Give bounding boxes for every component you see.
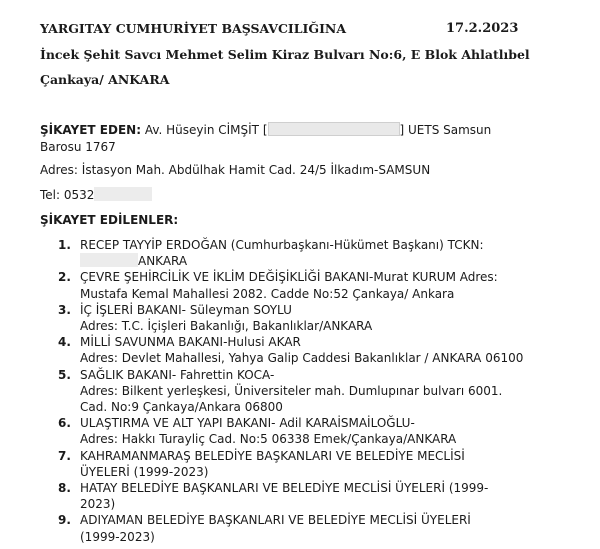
- item-line: (1999-2023): [80, 529, 155, 544]
- item-line: Adres: T.C. İçişleri Bakanlığı, Bakanlıklar/ANKARA: [80, 319, 373, 334]
- item-number: 8.: [58, 481, 71, 496]
- item-line: Cad. No:9 Çankaya/Ankara 06800: [80, 400, 283, 415]
- complainant-line: [40, 122, 580, 139]
- list-item: [40, 512, 560, 544]
- item-line: HATAY BELEDİYE BAŞKANLARI VE BELEDİYE MECLİSİ ÜYELERİ (1999-: [80, 481, 489, 496]
- item-number: 1.: [58, 238, 71, 252]
- list-item: [40, 480, 560, 512]
- redacted-id: [268, 122, 400, 136]
- list-item: [40, 269, 560, 301]
- complainant-name: Av. Hüseyin CİMŞİT [: [144, 123, 268, 137]
- item-number: 4.: [58, 335, 71, 350]
- item-line: ÜYELERİ (1999-2023): [80, 464, 209, 479]
- item-line: MİLLİ SAVUNMA BAKANI-Hulusi AKAR: [80, 335, 301, 350]
- document-date: 17.2.2023: [446, 21, 519, 36]
- item-line: RECEP TAYYİP ERDOĞAN (Cumhurbaşkanı-Hükümet Başkanı) TCKN:: [80, 238, 484, 252]
- item-number: 6.: [58, 416, 71, 431]
- item-line: 2023): [80, 497, 116, 512]
- redacted-tckn: [80, 253, 138, 267]
- recipient-heading: YARGITAY CUMHURİYET BAŞSAVCILIĞINA: [40, 21, 347, 36]
- respondents-heading: ŞİKAYET EDİLENLER:: [40, 213, 179, 227]
- list-item: [40, 415, 560, 447]
- complainant-address: Adres: İstasyon Mah. Abdülhak Hamit Cad. 24/5 İlkadım-SAMSUN: [40, 163, 431, 177]
- item-number: 3.: [58, 302, 71, 317]
- complainant-bar: Barosu 1767: [40, 140, 116, 154]
- complainant-uets: ] UETS Samsun: [399, 123, 492, 137]
- respondents-list: [40, 237, 560, 545]
- item-line: KAHRAMANMARAŞ BELEDİYE BAŞKANLARI VE BELEDİYE MECLİSİ: [80, 448, 465, 463]
- complainant-block: [40, 122, 580, 156]
- item-line: Adres: Hakkı Turayliç Cad. No:5 06338 Emek/Çankaya/ANKARA: [80, 432, 457, 447]
- item-text: ANKARA: [138, 254, 188, 269]
- list-item: [40, 302, 560, 334]
- redacted-phone: [94, 187, 152, 201]
- item-number: 5.: [58, 367, 71, 382]
- item-line: Mustafa Kemal Mahallesi 2082. Cadde No:52 Çankaya/ Ankara: [80, 286, 455, 301]
- item-line: ULAŞTIRMA VE ALT YAPI BAKANI- Adil KARAİSMAİLOĞLU-: [80, 416, 415, 431]
- item-line: ADIYAMAN BELEDİYE BAŞKANLARI VE BELEDİYE MECLİSİ ÜYELERİ: [80, 513, 471, 528]
- complainant-label: ŞİKAYET EDEN:: [40, 123, 141, 137]
- item-number: 9.: [58, 513, 71, 528]
- item-line: Adres: Bilkent yerleşkesi, Üniversiteler mah. Dumlupınar bulvarı 6001.: [80, 383, 503, 398]
- item-number: 2.: [58, 270, 71, 285]
- complainant-tel-line: [40, 187, 580, 204]
- list-item: [40, 367, 560, 416]
- item-line: ÇEVRE ŞEHİRCİLİK VE İKLİM DEĞİŞİKLİĞİ BAKANI-Murat KURUM Adres:: [80, 270, 498, 285]
- recipient-address-line1: İncek Şehit Savcı Mehmet Selim Kiraz Bulvarı No:6, E Blok Ahlatlıbel: [40, 47, 530, 62]
- list-item: [40, 448, 560, 480]
- item-line: Adres: Devlet Mahallesi, Yahya Galip Caddesi Bakanlıklar / ANKARA 06100: [80, 351, 524, 366]
- item-line: [80, 253, 560, 269]
- item-number: 7.: [58, 448, 71, 463]
- list-item: [40, 237, 560, 269]
- list-item: [40, 334, 560, 366]
- complainant-tel: Tel: 0532: [40, 188, 95, 202]
- item-line: İÇ İŞLERİ BAKANI- Süleyman SOYLU: [80, 302, 292, 317]
- item-line: SAĞLIK BAKANI- Fahrettin KOCA-: [80, 367, 275, 382]
- recipient-address-line2: Çankaya/ ANKARA: [40, 72, 170, 87]
